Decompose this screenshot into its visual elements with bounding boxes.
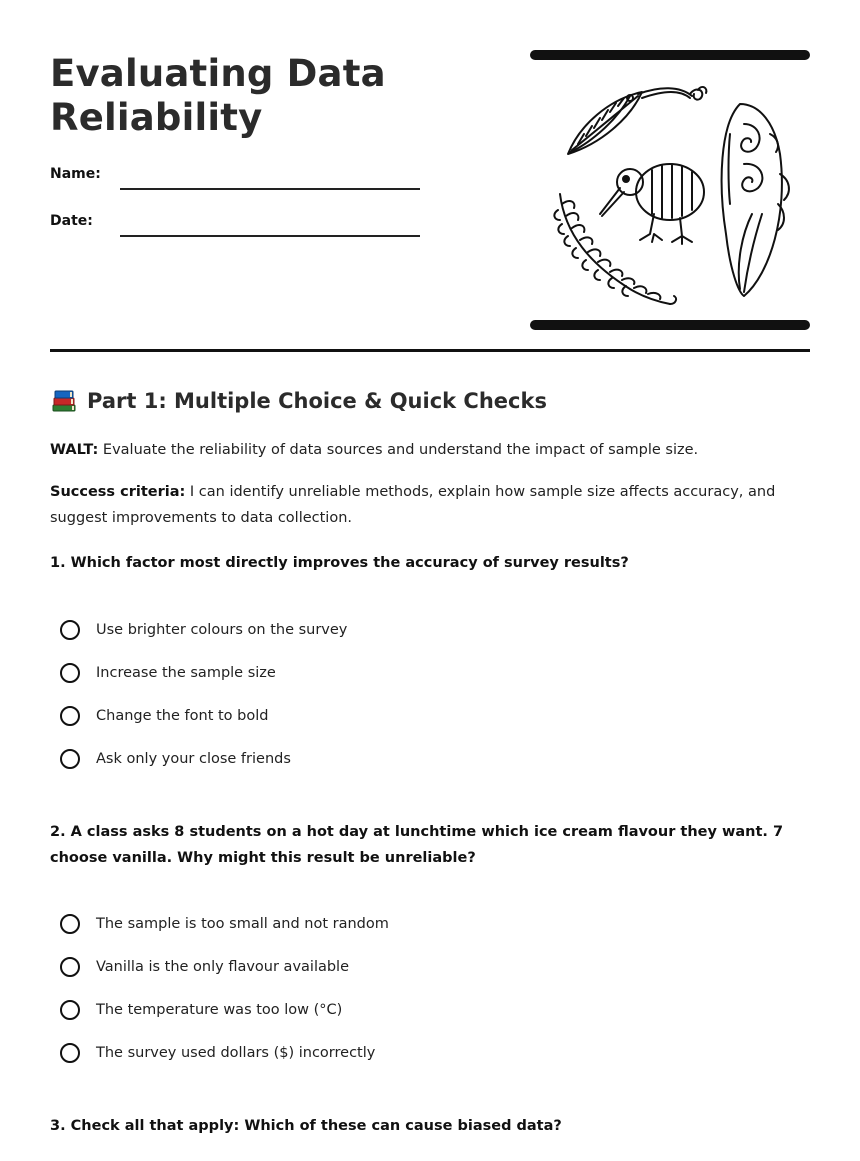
- walt-text: Evaluate the reliability of data sources and understand the impact of sample size.: [98, 442, 699, 458]
- option-label: Ask only your close friends: [96, 751, 291, 767]
- artwork-bottom-bar: [530, 320, 810, 330]
- radio-button[interactable]: [60, 957, 80, 977]
- success-criteria-paragraph: [50, 479, 810, 531]
- radio-button[interactable]: [60, 663, 80, 683]
- name-line[interactable]: [120, 188, 420, 190]
- maori-kiwi-fern-illustration-icon: [530, 64, 810, 316]
- q1-option-3[interactable]: [60, 703, 268, 729]
- q1-option-1[interactable]: [60, 617, 347, 643]
- radio-button[interactable]: [60, 1043, 80, 1063]
- option-label: Change the font to bold: [96, 708, 269, 724]
- option-label: The sample is too small and not random: [96, 916, 389, 932]
- question-3: 3. Check all that apply: Which of these can cause biased data?: [50, 1118, 562, 1134]
- header-divider: [50, 349, 810, 352]
- option-label: The survey used dollars ($) incorrectly: [96, 1045, 376, 1061]
- option-label: Increase the sample size: [96, 665, 276, 681]
- radio-button[interactable]: [60, 706, 80, 726]
- books-icon: [50, 388, 78, 414]
- radio-button[interactable]: [60, 620, 80, 640]
- artwork-frame: [530, 50, 810, 330]
- success-criteria-text: I can identify unreliable methods, explain how sample size affects accuracy, and suggest improvements to data collection.: [50, 484, 776, 526]
- part1-heading: [50, 388, 547, 414]
- radio-button[interactable]: [60, 749, 80, 769]
- option-label: Use brighter colours on the survey: [96, 622, 348, 638]
- q2-option-2[interactable]: [60, 954, 349, 980]
- walt-paragraph: [50, 437, 810, 463]
- date-label: Date:: [50, 213, 93, 229]
- walt-label: WALT:: [50, 442, 99, 458]
- question-1: 1. Which factor most directly improves the accuracy of survey results?: [50, 555, 629, 571]
- q2-option-1[interactable]: [60, 911, 389, 937]
- date-field: [50, 207, 420, 237]
- artwork-top-bar: [530, 50, 810, 60]
- name-field: [50, 160, 420, 190]
- q2-option-4[interactable]: [60, 1040, 375, 1066]
- date-line[interactable]: [120, 235, 420, 237]
- option-label: The temperature was too low (°C): [96, 1002, 343, 1018]
- option-label: Vanilla is the only flavour available: [96, 959, 350, 975]
- name-label: Name:: [50, 166, 101, 182]
- radio-button[interactable]: [60, 914, 80, 934]
- q2-option-3[interactable]: [60, 997, 342, 1023]
- part1-heading-text: Part 1: Multiple Choice & Quick Checks: [87, 389, 547, 413]
- q1-option-4[interactable]: [60, 746, 291, 772]
- question-2: 2. A class asks 8 students on a hot day at lunchtime which ice cream flavour they want. 7 choose vanilla. Why might this result be unreliable?: [50, 824, 784, 866]
- page-title: Evaluating Data Reliability: [50, 52, 386, 139]
- radio-button[interactable]: [60, 1000, 80, 1020]
- success-criteria-label: Success criteria:: [50, 484, 186, 500]
- q1-option-2[interactable]: [60, 660, 276, 686]
